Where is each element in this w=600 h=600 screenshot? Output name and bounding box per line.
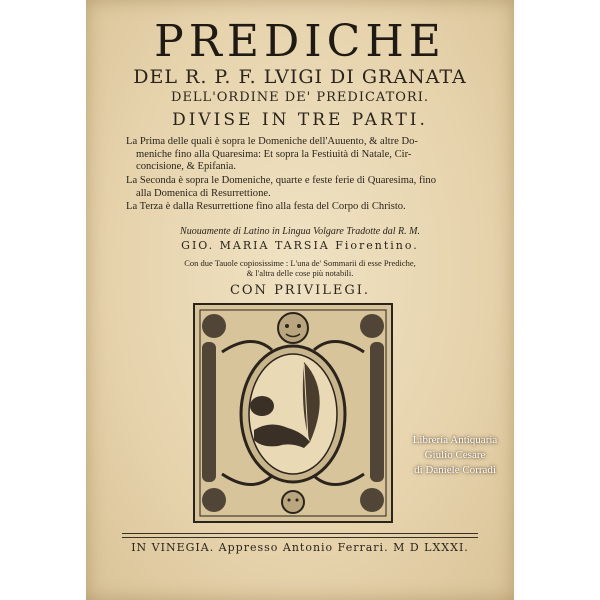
translation-line: Nuouamente di Latino in Lingua Volgare Tradotte dal R. M.	[180, 226, 420, 237]
tables-line: Con due Tauole copiosissime : L'una de' Sommarii di esse Prediche,	[184, 258, 416, 268]
imprint-rule	[122, 537, 478, 538]
part-two-description	[126, 175, 486, 200]
author-line: DEL R. P. F. LVIGI DI GRANATA	[133, 66, 467, 88]
watermark-line: di Daniele Corradi	[414, 464, 496, 476]
imprint-line: IN VINEGIA. Appresso Antonio Ferrari. M D LXXXI.	[131, 541, 469, 554]
part-one-line: La Prima delle quali è sopra le Domeniche dell'Auuento, & altre Do-	[126, 136, 418, 147]
order-line: DELL'ORDINE DE' PREDICATORI.	[171, 90, 429, 105]
part-two-line: La Seconda è sopra le Domeniche, quarte e feste ferie di Quaresima, fino	[126, 175, 437, 186]
title-page	[86, 0, 514, 600]
privilege-line: CON PRIVILEGI.	[229, 283, 371, 298]
translator-name: GIO. MARIA TARSIA Fiorentino.	[181, 239, 419, 252]
part-one-line: concisione, & Epifania.	[136, 161, 237, 172]
dealer-watermark	[396, 433, 514, 478]
part-one-description	[126, 136, 486, 174]
imprint-rule	[122, 533, 478, 534]
part-two-line: alla Domenica di Resurrettione.	[136, 187, 271, 199]
part-one-line: meniche fino alla Quaresima: Et sopra la Festiuità di Natale, Cir-	[136, 148, 412, 160]
printer-device-emblem-icon	[192, 302, 394, 524]
part-three-description	[126, 201, 486, 214]
part-three-line: La Terza è dalla Resurrettione fino alla festa del Corpo di Christo.	[126, 201, 406, 212]
tables-line: & l'altra delle cose più notabili.	[246, 268, 354, 278]
divise-heading: DIVISE IN TRE PARTI.	[172, 110, 428, 130]
watermark-line: Libreria Antiquaria	[412, 434, 498, 446]
watermark-line: Giulio Cesare	[424, 449, 486, 461]
book-title: PREDICHE	[154, 16, 446, 67]
